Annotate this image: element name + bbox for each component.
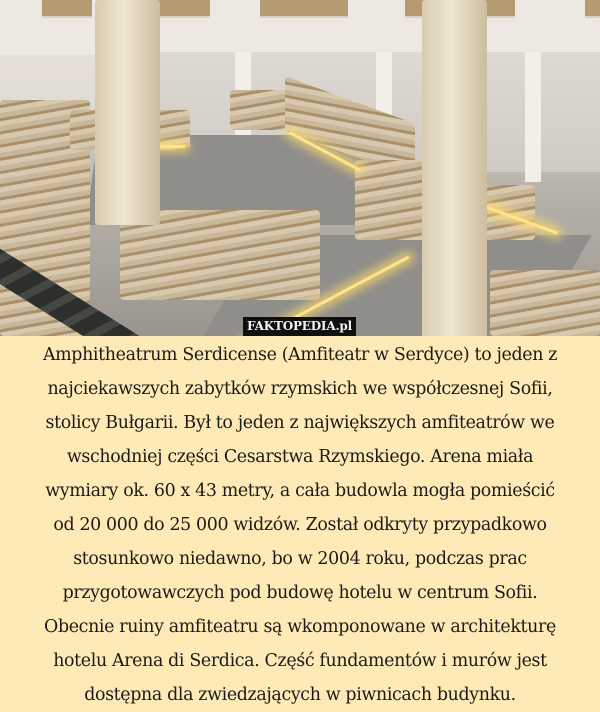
ceiling-panel xyxy=(585,0,600,18)
caption-line: wschodniej części Cesarstwa Rzymskiego. Arena miała xyxy=(66,447,534,467)
amphitheatre-photo xyxy=(0,0,600,336)
caption-line: dostępna dla zwiedzających w piwnicach budynku. xyxy=(84,685,516,705)
stone-wall xyxy=(490,270,600,336)
caption-line: stosunkowo niedawno, bo w 2004 roku, podczas prac xyxy=(73,549,527,569)
caption-line: Amphitheatrum Serdicense (Amfiteatr w Serdyce) to jeden z xyxy=(42,345,558,365)
caption-line: Obecnie ruiny amfiteatru są wkomponowane w architekturę xyxy=(44,617,556,637)
caption-line: najciekawszych zabytków rzymskich we współczesnej Sofii, xyxy=(47,379,553,399)
caption-text xyxy=(0,338,600,712)
support-pillar xyxy=(525,52,541,182)
watermark: FAKTOPEDIA.pl xyxy=(243,317,356,336)
caption-line: stolicy Bułgarii. Był to jeden z największych amfiteatrów we xyxy=(45,413,555,433)
stone-column xyxy=(422,0,487,336)
caption-line: wymiary ok. 60 x 43 metry, a cała budowla mogła pomieścić xyxy=(45,481,555,501)
caption-line: przygotowawczych pod budowę hotelu w centrum Sofii. xyxy=(62,583,538,603)
stone-column xyxy=(95,0,160,225)
caption-line: od 20 000 do 25 000 widzów. Został odkryty przypadkowo xyxy=(53,515,547,535)
ceiling-panel xyxy=(42,0,92,18)
ceiling-panel xyxy=(260,0,348,18)
stone-wall xyxy=(355,160,430,240)
stone-wall xyxy=(230,90,290,130)
caption-line: hotelu Arena di Serdica. Część fundamentów i murów jest xyxy=(53,651,547,671)
